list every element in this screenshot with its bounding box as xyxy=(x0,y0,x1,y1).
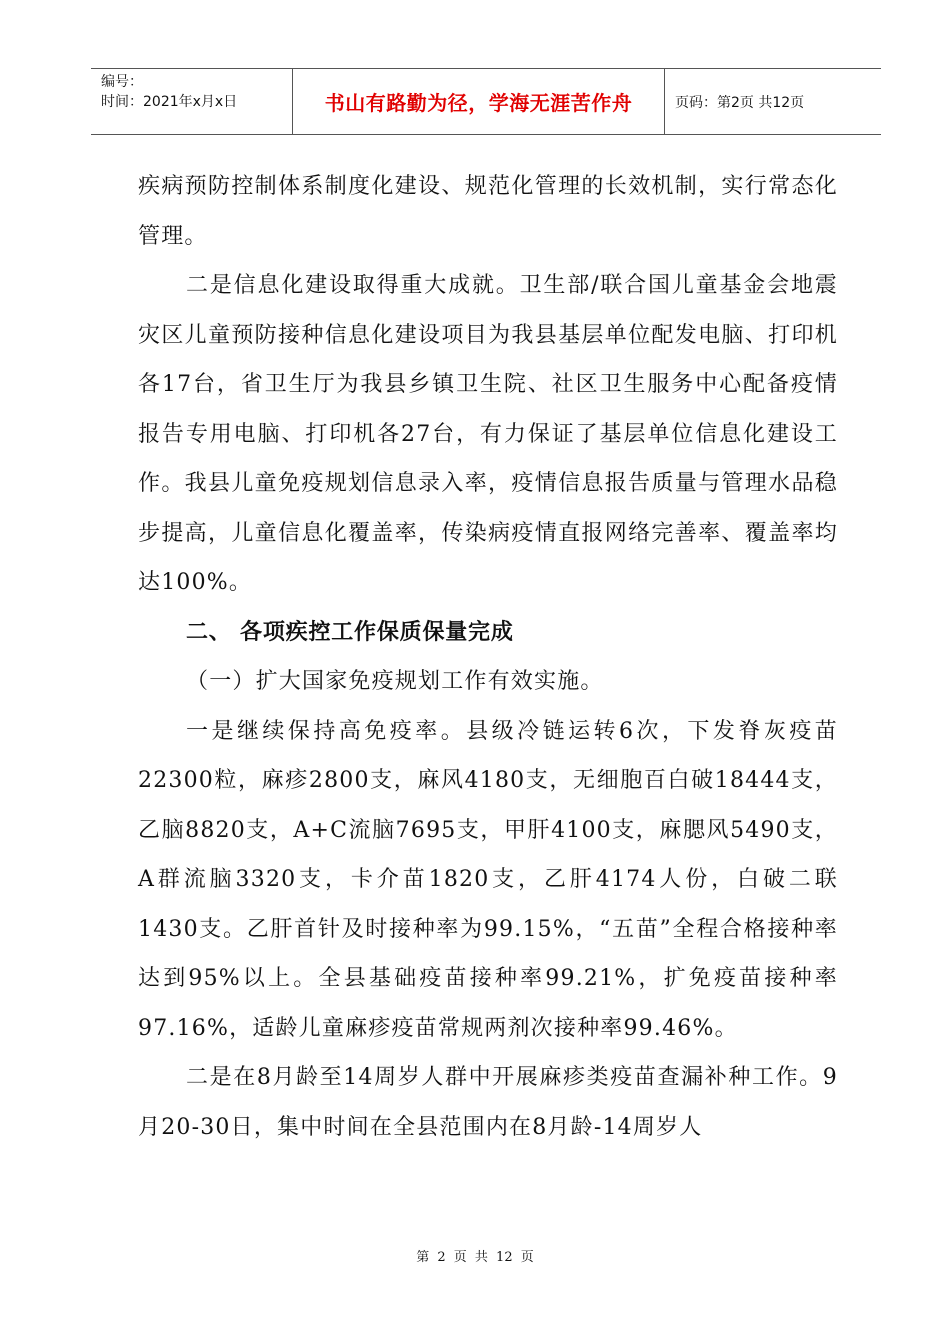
paragraph-immunization-rate: 一是继续保持高免疫率。县级冷链运转6次，下发脊灰疫苗22300粒，麻疹2800支，麻风4180支，无细胞百白破18444支，乙脑8820支，A+C流脑7695支，甲肝4100支，麻腮风5490支，A群流脑3320支，卡介苗1820支，乙肝4174人份，白破二联1430支。乙肝首针及时接种率为99.15%，“五苗”全程合格接种率达到95%以上。全县基础疫苗接种率99.21%，扩免疫苗接种率97.16%，适龄儿童麻疹疫苗常规两剂次接种率99.46%。 xyxy=(138,718,838,1041)
page-footer: 第 2 页 共 12 页 xyxy=(416,1250,534,1265)
header-meta xyxy=(91,69,293,134)
subsection-heading: （一）扩大国家免疫规划工作有效实施。 xyxy=(186,669,604,694)
page-header xyxy=(91,68,881,135)
header-motto: 书山有路勤为径，学海无涯苦作舟 xyxy=(293,69,665,134)
document-body xyxy=(138,162,838,1152)
header-page-number: 页码：第2页 共12页 xyxy=(675,94,805,111)
serial-label: 编号： xyxy=(101,74,143,90)
paragraph-continuation: 疾病预防控制体系制度化建设、规范化管理的长效机制，实行常态化管理。 xyxy=(138,174,838,249)
time-label: 时间：2021年x月x日 xyxy=(101,94,238,110)
paragraph-informatization: 二是信息化建设取得重大成就。卫生部/联合国儿童基金会地震灾区儿童预防接种信息化建设项目为我县基层单位配发电脑、打印机各17台，省卫生厅为我县乡镇卫生院、社区卫生服务中心配备疫情报告专用电脑、打印机各27台，有力保证了基层单位信息化建设工作。我县儿童免疫规划信息录入率，疫情信息报告质量与管理水品稳步提高，儿童信息化覆盖率，传染病疫情直报网络完善率、覆盖率均达100%。 xyxy=(138,273,838,595)
paragraph-measles-catchup: 二是在8月龄至14周岁人群中开展麻疹类疫苗查漏补种工作。9月20-30日，集中时间在全县范围内在8月龄-14周岁人 xyxy=(138,1065,838,1140)
section-heading: 二、 各项疾控工作保质保量完成 xyxy=(186,619,514,645)
